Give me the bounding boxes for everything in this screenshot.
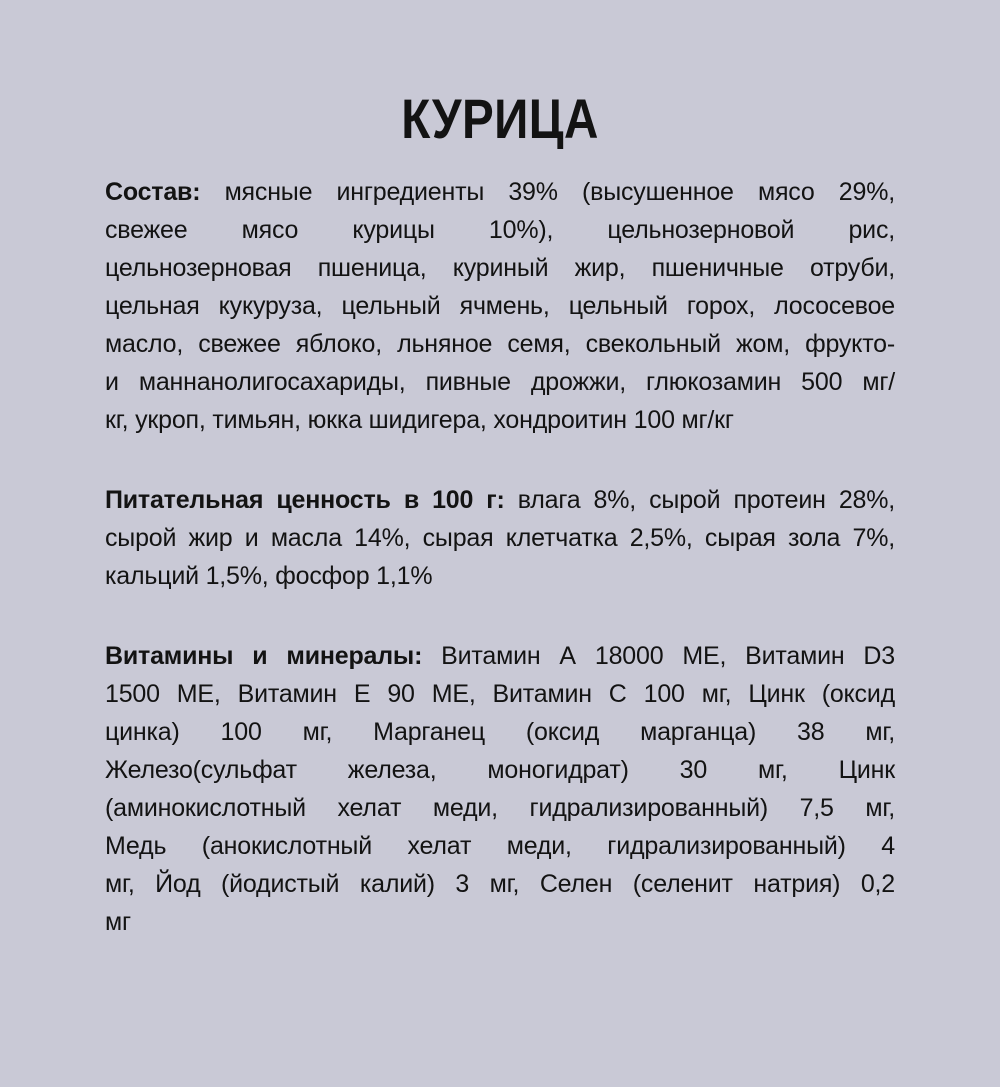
section-composition (105, 173, 895, 439)
text-line: масло, свежее яблоко, льняное семя, свекольный жом, фрукто- (105, 330, 895, 358)
text-line: мг, Йод (йодистый калий) 3 мг, Селен (селенит натрия) 0,2 (105, 870, 895, 898)
label-sections (105, 173, 895, 941)
text-line: кальций 1,5%, фосфор 1,1% (105, 562, 433, 590)
text-line: Витамины и минералы: Витамин А 18000 МЕ, Витамин D3 (105, 642, 895, 670)
text-line: Железо(сульфат железа, моногидрат) 30 мг, Цинк (105, 756, 895, 784)
section-heading: Состав: (105, 178, 201, 206)
text-line: Состав: мясные ингредиенты 39% (высушенное мясо 29%, (105, 178, 895, 206)
text-line: сырой жир и масла 14%, сырая клетчатка 2,5%, сырая зола 7%, (105, 524, 895, 552)
text-line: Медь (анокислотный хелат меди, гидрализированный) 4 (105, 832, 895, 860)
text-line: и маннанолигосахариды, пивные дрожжи, глюкозамин 500 мг/ (105, 368, 895, 396)
section-nutrition-value (105, 481, 895, 595)
text-line: (аминокислотный хелат меди, гидрализированный) 7,5 мг, (105, 794, 895, 822)
text-line: свежее мясо курицы 10%), цельнозерновой рис, (105, 216, 895, 244)
text-line: цинка) 100 мг, Марганец (оксид марганца) 38 мг, (105, 718, 895, 746)
section-vitamins-minerals (105, 637, 895, 941)
section-heading: Витамины и минералы: (105, 642, 423, 670)
section-heading: Питательная ценность в 100 г: (105, 486, 505, 514)
text-line: Питательная ценность в 100 г: влага 8%, сырой протеин 28%, (105, 486, 895, 514)
text-line: 1500 МЕ, Витамин Е 90 МЕ, Витамин С 100 мг, Цинк (оксид (105, 680, 895, 708)
text-line: цельнозерновая пшеница, куриный жир, пшеничные отруби, (105, 254, 895, 282)
pet-food-label (0, 87, 1000, 941)
product-title: КУРИЦА (401, 87, 599, 150)
text-line: мг (105, 908, 131, 936)
text-line: кг, укроп, тимьян, юкка шидигера, хондроитин 100 мг/кг (105, 406, 734, 434)
text-line: цельная кукуруза, цельный ячмень, цельный горох, лососевое (105, 292, 895, 320)
